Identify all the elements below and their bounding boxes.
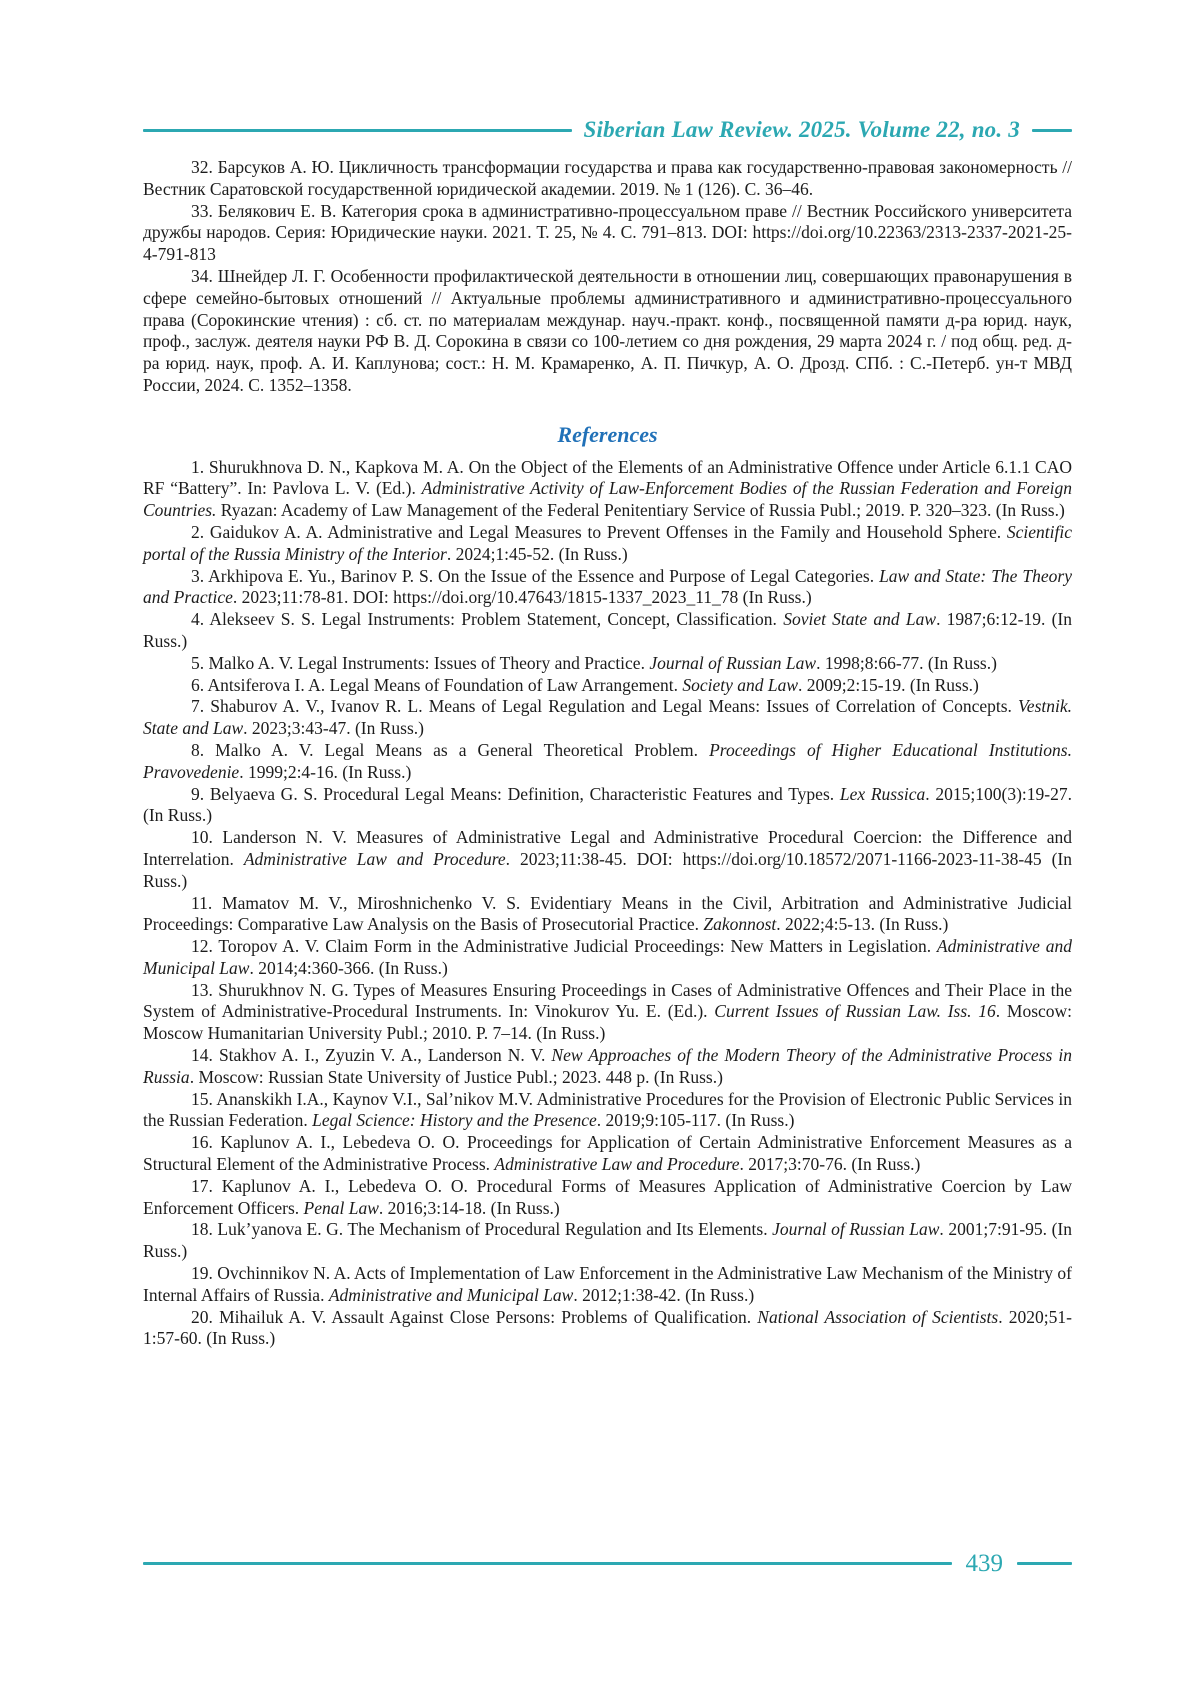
reference-source-title: Journal of Russian Law [649,652,817,673]
reference-item [143,522,1072,566]
reference-source-title: Zakonnost [703,914,777,935]
reference-text: 6. Antsiferova I. A. Legal Means of Foundation of Law Arrangement. [191,674,683,695]
reference-source-title: Administrative and Municipal Law [328,1284,574,1305]
reference-source-title: New Approaches of the Modern Theory of the Administrative Process in Russia [143,1045,1072,1087]
reference-item [143,1176,1072,1220]
reference-text: 13. Shurukhnov N. G. Types of Measures Ensuring Proceedings in Cases of Administrative Offences and Their Place in the System of Administrative-Procedural Instruments. In: Vinokurov Yu. E. (Ed.). [143,979,1072,1022]
page-number: 439 [965,1550,1003,1577]
reference-text: 8. Malko A. V. Legal Means as a General Theoretical Problem. [191,739,710,760]
reference-source-title: Journal of Russian Law [772,1219,940,1240]
reference-text: 2. Gaidukov A. A. Administrative and Legal Measures to Prevent Offenses in the Family and Household Sphere. [191,521,1007,542]
reference-text: . 2023;11:38-45. DOI: https://doi.org/10.18572/2071-1166-​2023-11-38-45 (In Russ.) [143,848,1073,891]
reference-text: 11. Mamatov M. V., Miroshnichenko V. S. Evidentiary Means in the Civil, Arbitration and Administrative Judicial Proceedings: Comparative Law Analysis on the Basis of Prosecutorial Practice. [143,892,1072,935]
reference-text: 9. Belyaeva G. S. Procedural Legal Means: Definition, Characteristic Features and Types. [191,783,840,804]
reference-text: 17. Kaplunov A. I., Lebedeva O. O. Procedural Forms of Measures Application of Administrative Coercion by Law Enforcement Officers. [143,1175,1072,1218]
header-rule-right [1032,129,1072,132]
reference-text: 10. Landerson N. V. Measures of Administrative Legal and Administrative Procedural Coercion: the Difference and Interrelation. [143,827,1072,869]
page-footer [143,1551,1072,1576]
reference-text: 19. Ovchinnikov N. A. Acts of Implementation of Law Enforcement in the Administrative Law Mechanism of the Ministry of Internal Affairs of Russia. [143,1263,1072,1305]
reference-source-title: Administrative Law and Procedure [243,848,506,869]
reference-source-title: Administrative Law and Procedure [494,1154,740,1175]
reference-text: . 2023;11:78-81. DOI: https://doi.​org/10.47643/1815-1337_2023_11_78 (In Russ.) [232,587,812,608]
reference-text: . 2001;7:91-95. (In Russ.) [143,1219,1072,1262]
reference-item [143,696,1072,740]
reference-item [143,653,1072,675]
reference-item [143,1219,1072,1263]
reference-text: . 2024;1:45-52. (In Russ.) [446,543,628,564]
reference-text: . 2017;3:70-76. (In Russ.) [739,1154,921,1175]
reference-source-title: Vestnik. State and Law [143,696,1072,739]
references-heading: References [557,421,658,447]
reference-text: . 1987;6:12-19. (In Russ.) [143,609,1072,651]
reference-item [143,1307,1072,1351]
reference-item [143,784,1072,828]
footer-rule-left [143,1562,952,1565]
reference-source-title: Society and Law [682,674,799,695]
reference-item [143,609,1072,653]
reference-text: 4. Alekseev S. S. Legal Instruments: Problem Statement, Concept, Classification. [191,609,784,630]
reference-text: . 1999;2:4-16. (In Russ.) [239,761,412,782]
russian-reference-item: 33. Белякович Е. В. Категория срока в административно-процессуальном праве // Вестник Российского университета дружбы народов. Серия: Юридические науки. 2021. Т. 25, № 4. С. 791–813. DOI: https://doi.​org/10.22363/2313-2337-2021-25-4-791-813 [143,200,1072,265]
reference-item [143,980,1072,1045]
reference-text: 5. Malko A. V. Legal Instruments: Issues of Theory and Practice. [191,652,650,673]
reference-text: . 2019;9:105-117. (In Russ.) [596,1110,795,1131]
reference-item [143,675,1072,697]
reference-text: . 2009;2:15-19. (In Russ.) [798,674,979,695]
reference-text: . 2014;4:360-366. (In Russ.) [249,957,448,978]
reference-source-title: National Association of Scientists [757,1306,999,1327]
reference-text: . 2015;100(3):19-27. (In Russ.) [143,783,1072,826]
reference-source-title: Scientific portal of the Russia Ministry of the Interior [143,521,1072,564]
russian-reference-item: 34. Шнейдер Л. Г. Особенности профилактической деятельности в отношении лиц, совершающих правонарушения в сфере семейно-бытовых отношений // Актуальные проблемы административного и административно-процессуального права (Сорокинские чтения) : сб. ст. по материалам междунар. науч.-практ. конф., посвященной памяти д-ра юрид. наук, проф., заслуж. деятеля науки РФ В. Д. Сорокина в связи со 100-летием со дня рождения, 29 марта 2024 г. / под общ. ред. д-ра юрид. наук, проф. А. И. Каплунова; сост.: Н. М. Крамаренко, А. П. Пичкур, А. О. Дрозд. СПб. : С.-Петерб. ун-т МВД России, 2024. С. 1352–1358. [143,265,1072,395]
reference-source-title: Penal Law [303,1197,379,1218]
reference-text: 12. Toropov A. V. Claim Form in the Administrative Judicial Proceedings: New Matters in Legislation. [191,936,937,957]
reference-item [143,1263,1072,1307]
reference-text: . Moscow: Moscow Humanitarian University Publ.; 2010. P. 7–14. (In Russ.) [143,1001,1073,1044]
reference-item [143,1089,1072,1133]
reference-item [143,827,1072,892]
reference-item [143,740,1072,784]
reference-item [143,457,1072,522]
russian-reference-item: 32. Барсуков А. Ю. Цикличность трансформации государства и права как государственно-правовая закономерность // Вестник Саратовской государственной юридической академии. 2019. № 1 (126). С. 36–46. [143,157,1072,199]
reference-source-title: Soviet State and Law [783,609,937,630]
reference-source-title: Legal Science: History and the Presence [312,1110,597,1131]
reference-text: 3. Arkhipova E. Yu., Barinov P. S. On the Issue of the Essence and Purpose of Legal Categories. [191,565,880,586]
reference-text: 14. Stakhov A. I., Zyuzin V. A., Landerson N. V. [191,1045,552,1066]
running-title: Siberian Law Review. 2025. Volume 22, no. 3 [583,117,1020,142]
reference-text: . 2012;1:38-42. (In Russ.) [573,1284,755,1305]
reference-item [143,566,1072,610]
english-references [143,457,1072,1351]
reference-item [143,936,1072,980]
reference-text: . 2022;4:5-13. (In Russ.) [776,914,949,935]
footer-rule-right [1017,1562,1072,1565]
reference-source-title: Proceedings of Higher Educational Institutions. Pravovedenie [143,739,1072,782]
reference-item [143,893,1072,937]
reference-source-title: Administrative and Municipal Law [143,936,1072,978]
reference-text: . 2016;3:14-18. (In Russ.) [378,1197,560,1218]
reference-text: 20. Mihailuk A. V. Assault Against Close Persons: Problems of Qualification. [191,1306,758,1327]
reference-source-title: Current Issues of Russian Law. Iss. 16 [714,1001,996,1022]
reference-text: 7. Shaburov A. V., Ivanov R. L. Means of Legal Regulation and Legal Means: Issues of Correlation of Concepts. [191,696,1019,717]
reference-text: . 1998;8:66-77. (In Russ.) [816,652,997,673]
reference-item [143,1132,1072,1176]
reference-text: Ryazan: Academy of Law Management of the Federal Penitentiary Service of Russia Publ.; 2019. P. 320–323. (In Russ.) [216,500,1065,521]
russian-references [143,157,1072,397]
reference-text: . Moscow: Russian State University of Justice Publ.; 2023. 448 p. (In Russ.) [189,1066,723,1087]
reference-source-title: Lex Russica [839,783,926,804]
header-rule-left [143,129,572,132]
reference-text: 16. Kaplunov A. I., Lebedeva O. O. Proceedings for Application of Certain Administrative Enforcement Measures as a Structural Element of the Administrative Process. [143,1132,1072,1175]
reference-text: . 2023;3:43-47. (In Russ.) [243,718,424,739]
page-content [143,157,1072,1350]
reference-source-title: Law and State: The Theory and Practice [143,565,1072,608]
reference-text: . 2020;51-1:57-60. (In Russ.) [143,1306,1072,1349]
reference-text: 1. Shurukhnova D. N., Kapkova M. A. On the Object of the Elements of an Administrative Offence under Article 6.1.1 CAO RF “Battery”. In: Pavlova L. V. (Ed.). [143,456,1072,499]
reference-text: 18. Luk’yanova E. G. The Mechanism of Procedural Regulation and Its Elements. [191,1219,773,1240]
page-header [143,117,1072,143]
reference-item [143,1045,1072,1089]
reference-source-title: Administrative Activity of Law-Enforcement Bodies of the Russian Federation and Foreign Countries. [143,478,1073,521]
reference-text: 15. Ananskikh I.A., Kaynov V.I., Sal’nikov M.V. Administrative Procedures for the Provision of Electronic Public Services in the Russian Federation. [143,1088,1072,1131]
